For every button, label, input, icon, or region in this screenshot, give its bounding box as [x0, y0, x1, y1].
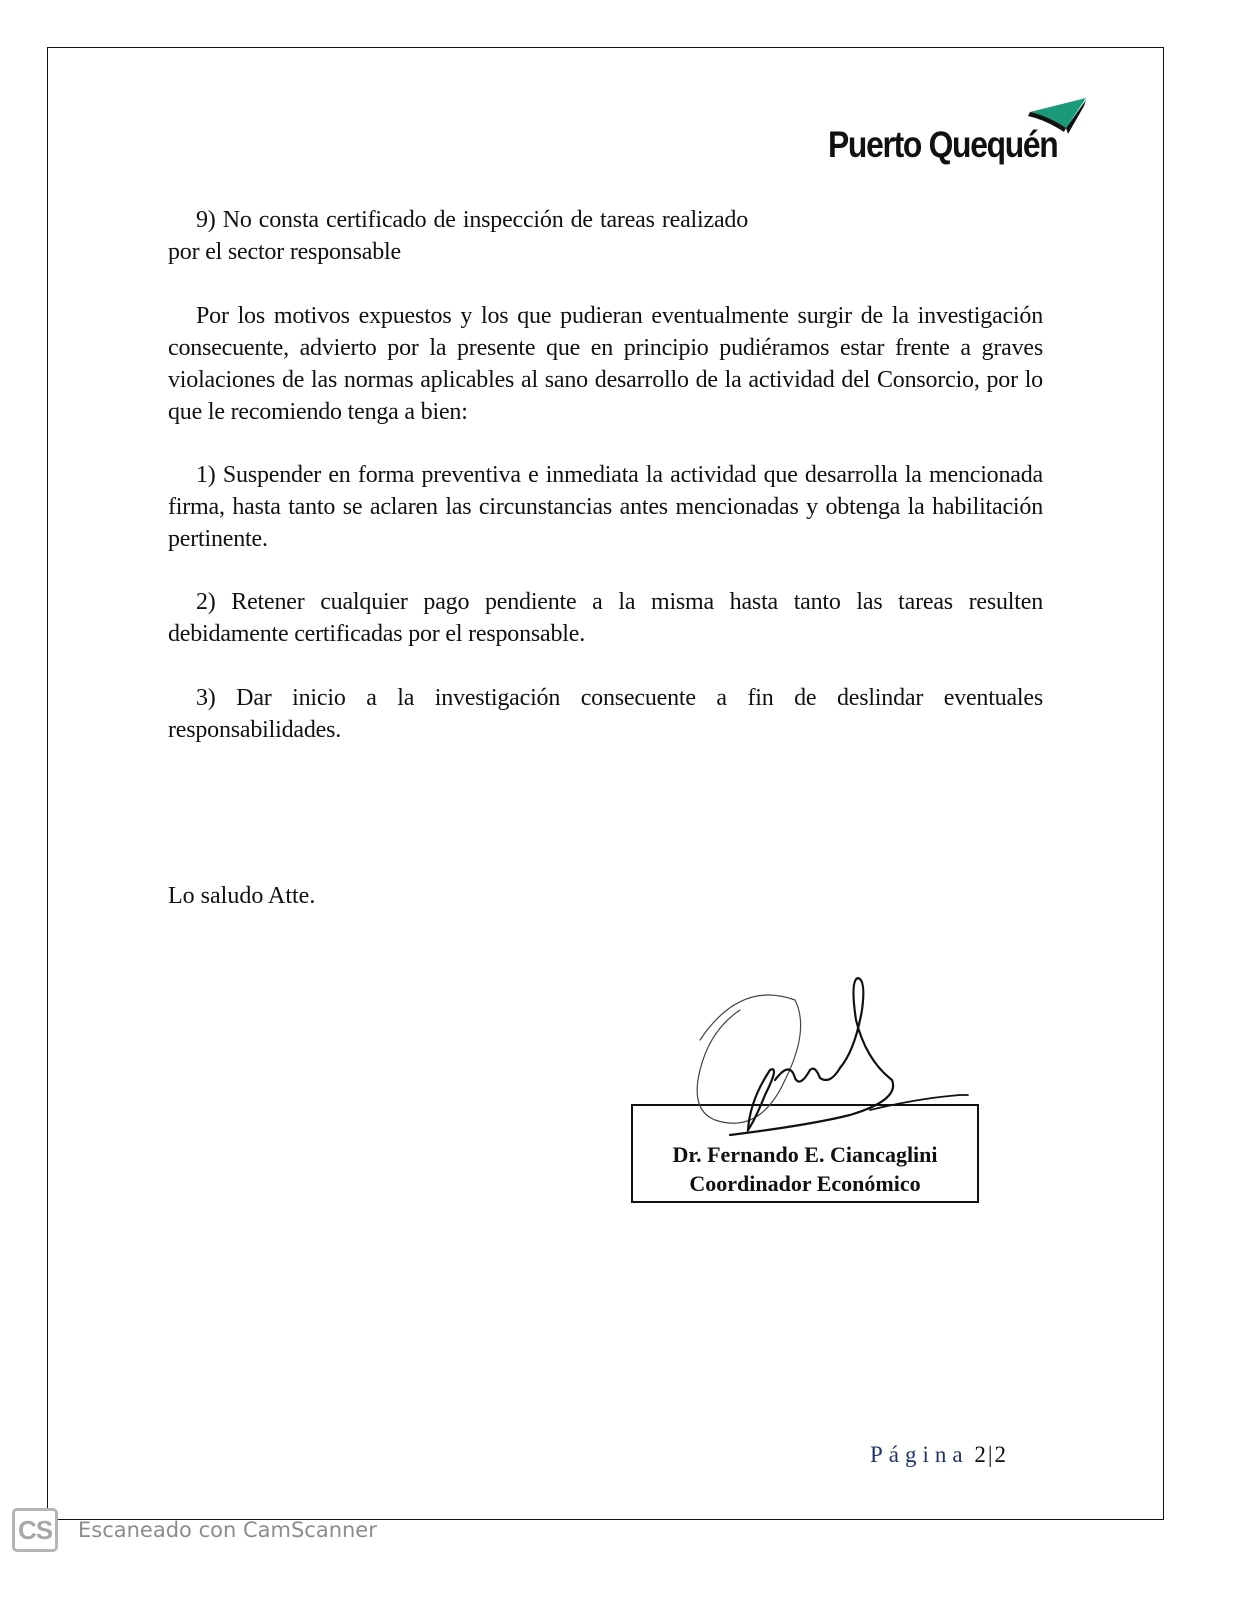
signer-title: Coordinador Económico — [689, 1171, 921, 1196]
motivos-paragraph: Por los motivos expuestos y los que pudieran eventualmente surgir de la investigación consecuente, advierto por la presente que en principio pudiéramos estar frente a graves violaciones de las normas aplicables al sano desarrollo de la actividad del Consorcio, por lo que le recomiendo tenga a bien: — [168, 303, 1043, 425]
camscanner-text: Escaneado con CamScanner — [78, 1518, 377, 1542]
company-logo — [828, 98, 1090, 170]
camscanner-watermark — [12, 1505, 377, 1555]
camscanner-logo-icon: CS — [12, 1508, 58, 1552]
page-number — [870, 1442, 1006, 1468]
signer-name: Dr. Fernando E. Ciancaglini — [672, 1142, 938, 1167]
wave-chevron-icon — [1028, 98, 1088, 140]
page-label: Página — [870, 1442, 969, 1467]
page-current: 2 — [974, 1442, 986, 1467]
item-9-paragraph: 9) No consta certificado de inspección de tareas realizado por el sector responsable — [168, 207, 748, 265]
page-separator: | — [987, 1442, 993, 1467]
recommendation-2: 2) Retener cualquier pago pendiente a la misma hasta tanto las tareas resulten debidamente certificadas por el responsable. — [168, 589, 1043, 647]
recommendation-3: 3) Dar inicio a la investigación consecuente a fin de deslindar eventuales responsabilidades. — [168, 685, 1043, 743]
recommendation-1: 1) Suspender en forma preventiva e inmediata la actividad que desarrolla la mencionada firma, hasta tanto se aclaren las circunstancias antes mencionadas y obtenga la habilitación pertinente. — [168, 462, 1043, 552]
closing-salutation: Lo saludo Atte. — [168, 883, 316, 909]
page-total: 2 — [994, 1442, 1006, 1467]
signature-block — [631, 1104, 979, 1203]
logo-text: Puerto Quequén — [828, 124, 1058, 165]
